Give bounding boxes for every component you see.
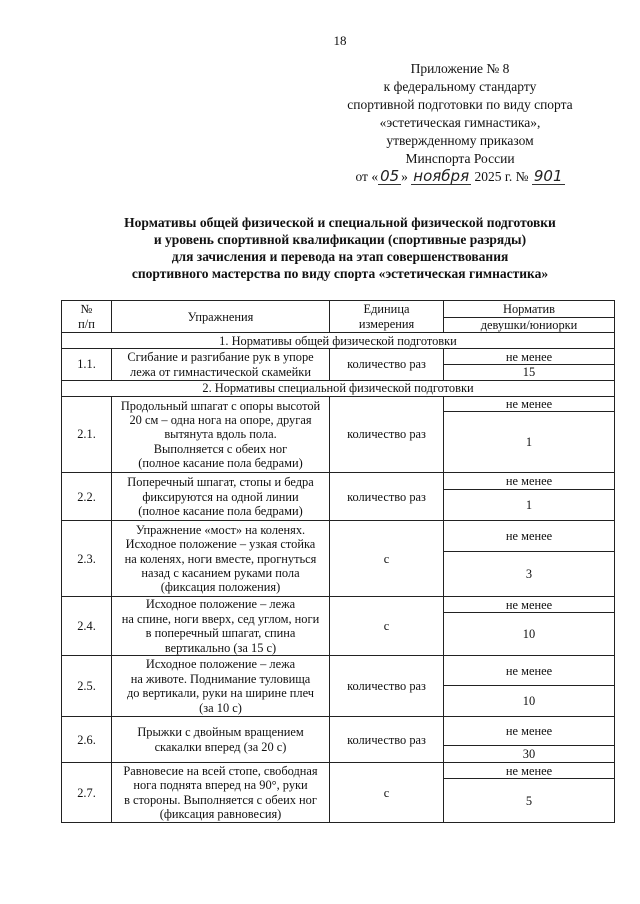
row-exercise: Исходное положение – лежа на спине, ноги вверх, сед углом, ноги в поперечный шпагат, спина вертикально (за 15 с) — [112, 597, 330, 656]
row-qualifier: не менее — [444, 521, 615, 552]
table-row — [62, 717, 615, 746]
header-row — [62, 301, 615, 318]
col-header-num: № п/п — [62, 301, 112, 333]
row-number: 2.1. — [62, 396, 112, 472]
date-year: 2025 г. № — [474, 169, 529, 184]
row-unit: количество раз — [330, 717, 444, 763]
row-number: 2.6. — [62, 717, 112, 763]
row-exercise: Равновесие на всей стопе, свободная нога поднята вперед на 90°, руки в стороны. Выполняется с обеих ног (фиксация равновесия) — [112, 763, 330, 823]
row-qualifier: не менее — [444, 656, 615, 686]
row-qualifier: не менее — [444, 396, 615, 411]
page-number: 18 — [333, 33, 347, 48]
date-mid: » — [401, 169, 408, 184]
row-value: 1 — [444, 412, 615, 473]
date-month: ноября — [413, 167, 470, 185]
row-qualifier: не менее — [444, 597, 615, 613]
row-exercise: Исходное положение – лежа на животе. Поднимание туловища до вертикали, руки на ширине плеч (за 10 с) — [112, 656, 330, 717]
row-value: 3 — [444, 552, 615, 597]
section-row — [62, 333, 615, 349]
table-row — [62, 597, 615, 613]
row-value: 10 — [444, 686, 615, 717]
row-exercise: Упражнение «мост» на коленях. Исходное положение – узкая стойка на коленях, ноги вместе, прогнуться назад с касанием руками пола (фиксация положения) — [112, 521, 330, 597]
appendix-line: спортивной подготовки по виду спорта — [347, 97, 573, 112]
doc-number: 901 — [533, 167, 563, 185]
row-number: 2.4. — [62, 597, 112, 656]
norms-table — [61, 300, 615, 823]
document-title — [60, 214, 620, 282]
row-value: 5 — [444, 779, 615, 823]
row-unit: с — [330, 521, 444, 597]
appendix-block — [320, 60, 600, 186]
row-value: 10 — [444, 613, 615, 656]
appendix-line: Приложение № 8 — [410, 61, 510, 76]
row-qualifier: не менее — [444, 473, 615, 490]
row-number: 2.3. — [62, 521, 112, 597]
row-exercise: Прыжки с двойным вращением скакалки вперед (за 20 с) — [112, 717, 330, 763]
appendix-line: «эстетическая гимнастика», — [379, 115, 541, 130]
row-value: 30 — [444, 746, 615, 763]
appendix-line: утвержденному приказом — [386, 133, 534, 148]
table-row — [62, 656, 615, 686]
row-unit: количество раз — [330, 473, 444, 521]
title-line: для зачисления и перевода на этап совершенствования — [171, 249, 509, 264]
row-unit: количество раз — [330, 656, 444, 717]
col-header-norm: Норматив — [444, 301, 615, 318]
section-title: 1. Нормативы общей физической подготовки — [62, 333, 615, 349]
row-value: 15 — [444, 365, 615, 380]
col-header-unit: Единица измерения — [330, 301, 444, 333]
row-number: 2.2. — [62, 473, 112, 521]
table-row — [62, 349, 615, 365]
table-row — [62, 396, 615, 411]
row-number: 2.5. — [62, 656, 112, 717]
appendix-line: Минспорта России — [405, 151, 515, 166]
table-row — [62, 473, 615, 490]
title-line: спортивного мастерства по виду спорта «эстетическая гимнастика» — [131, 266, 549, 281]
row-exercise: Продольный шпагат с опоры высотой 20 см – одна нога на опоре, другая вытянута вдоль пола. Выполняется с обеих ног (полное касание пола бедрами) — [112, 396, 330, 472]
row-number: 1.1. — [62, 349, 112, 380]
table-body — [62, 333, 615, 823]
date-day: 05 — [380, 167, 400, 185]
row-number: 2.7. — [62, 763, 112, 823]
section-title: 2. Нормативы специальной физической подготовки — [62, 380, 615, 396]
table-row — [62, 763, 615, 779]
title-line: и уровень спортивной квалификации (спортивные разряды) — [153, 232, 527, 247]
row-exercise: Поперечный шпагат, стопы и бедра фиксируются на одной линии (полное касание пола бедрами) — [112, 473, 330, 521]
row-unit: количество раз — [330, 349, 444, 380]
row-value: 1 — [444, 490, 615, 521]
row-qualifier: не менее — [444, 349, 615, 365]
table-row — [62, 521, 615, 552]
row-unit: с — [330, 763, 444, 823]
row-exercise: Сгибание и разгибание рук в упоре лежа от гимнастической скамейки — [112, 349, 330, 380]
date-prefix: от « — [355, 169, 379, 184]
row-qualifier: не менее — [444, 717, 615, 746]
title-line: Нормативы общей физической и специальной физической подготовки — [124, 215, 556, 230]
col-header-group: девушки/юниорки — [444, 318, 615, 333]
date-line — [320, 168, 600, 186]
row-unit: количество раз — [330, 396, 444, 472]
row-qualifier: не менее — [444, 763, 615, 779]
section-row — [62, 380, 615, 396]
appendix-line: к федеральному стандарту — [383, 79, 537, 94]
col-header-exercise: Упражнения — [112, 301, 330, 333]
row-unit: с — [330, 597, 444, 656]
